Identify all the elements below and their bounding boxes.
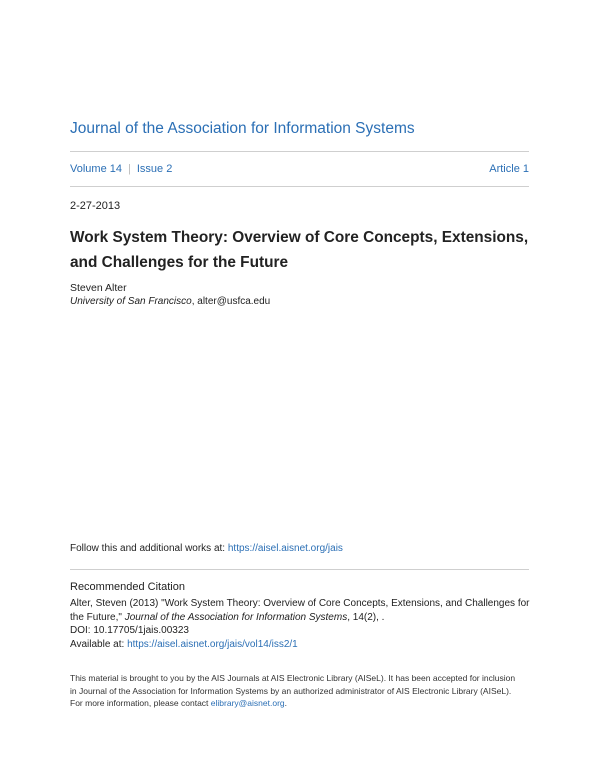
- issue-link[interactable]: Issue 2: [136, 163, 173, 175]
- citation-block: [70, 597, 530, 651]
- volume-link[interactable]: Volume 14: [70, 163, 122, 175]
- citation-pre: Alter, Steven (2013) "Work System Theory: Overview of Core Concepts, Extensions, and Challenges for the Future,": [70, 598, 530, 623]
- journal-title[interactable]: Journal of the Association for Information Systems: [70, 120, 415, 137]
- contact-email-link[interactable]: elibrary@aisnet.org: [210, 698, 285, 708]
- doi: DOI: 10.17705/1jais.00323: [70, 625, 189, 636]
- available-line: [70, 638, 530, 652]
- available-label: Available at:: [70, 638, 128, 650]
- divider-mid: [70, 186, 529, 187]
- available-link[interactable]: https://aisel.aisnet.org/jais/vol14/iss2/1: [127, 638, 298, 650]
- follow-line: [70, 543, 343, 554]
- author-email: , alter@usfca.edu: [191, 296, 271, 307]
- author-name: Steven Alter: [70, 282, 127, 294]
- article-link[interactable]: Article 1: [489, 163, 529, 175]
- follow-link[interactable]: https://aisel.aisnet.org/jais: [227, 543, 343, 554]
- separator: |: [127, 163, 131, 175]
- citation-post: , 14(2), .: [347, 611, 385, 623]
- publication-date: 2-27-2013: [70, 200, 121, 212]
- divider-top: [70, 151, 529, 152]
- footer-text: This material is brought to you by the AIS Journals at AIS Electronic Library (AISeL). It has been accepted for inclusion in Journal of the Association for Information Systems by an authorized administrator of AIS Electronic Library (AISeL). For more information, please contact: [70, 673, 516, 708]
- citation-text: [70, 597, 530, 624]
- issue-row: [70, 163, 529, 175]
- footer-end: .: [284, 698, 287, 708]
- article-title: Work System Theory: Overview of Core Concepts, Extensions, and Challenges for the Future: [70, 229, 529, 271]
- citation-journal: Journal of the Association for Information Systems: [124, 611, 348, 623]
- divider-bottom: [70, 569, 529, 570]
- affiliation: University of San Francisco: [70, 296, 192, 307]
- follow-text: Follow this and additional works at:: [70, 543, 228, 554]
- recommended-citation-heading: Recommended Citation: [70, 581, 185, 593]
- author-affiliation: [70, 296, 270, 307]
- volume-issue: [70, 163, 172, 175]
- footer-note: [70, 672, 520, 710]
